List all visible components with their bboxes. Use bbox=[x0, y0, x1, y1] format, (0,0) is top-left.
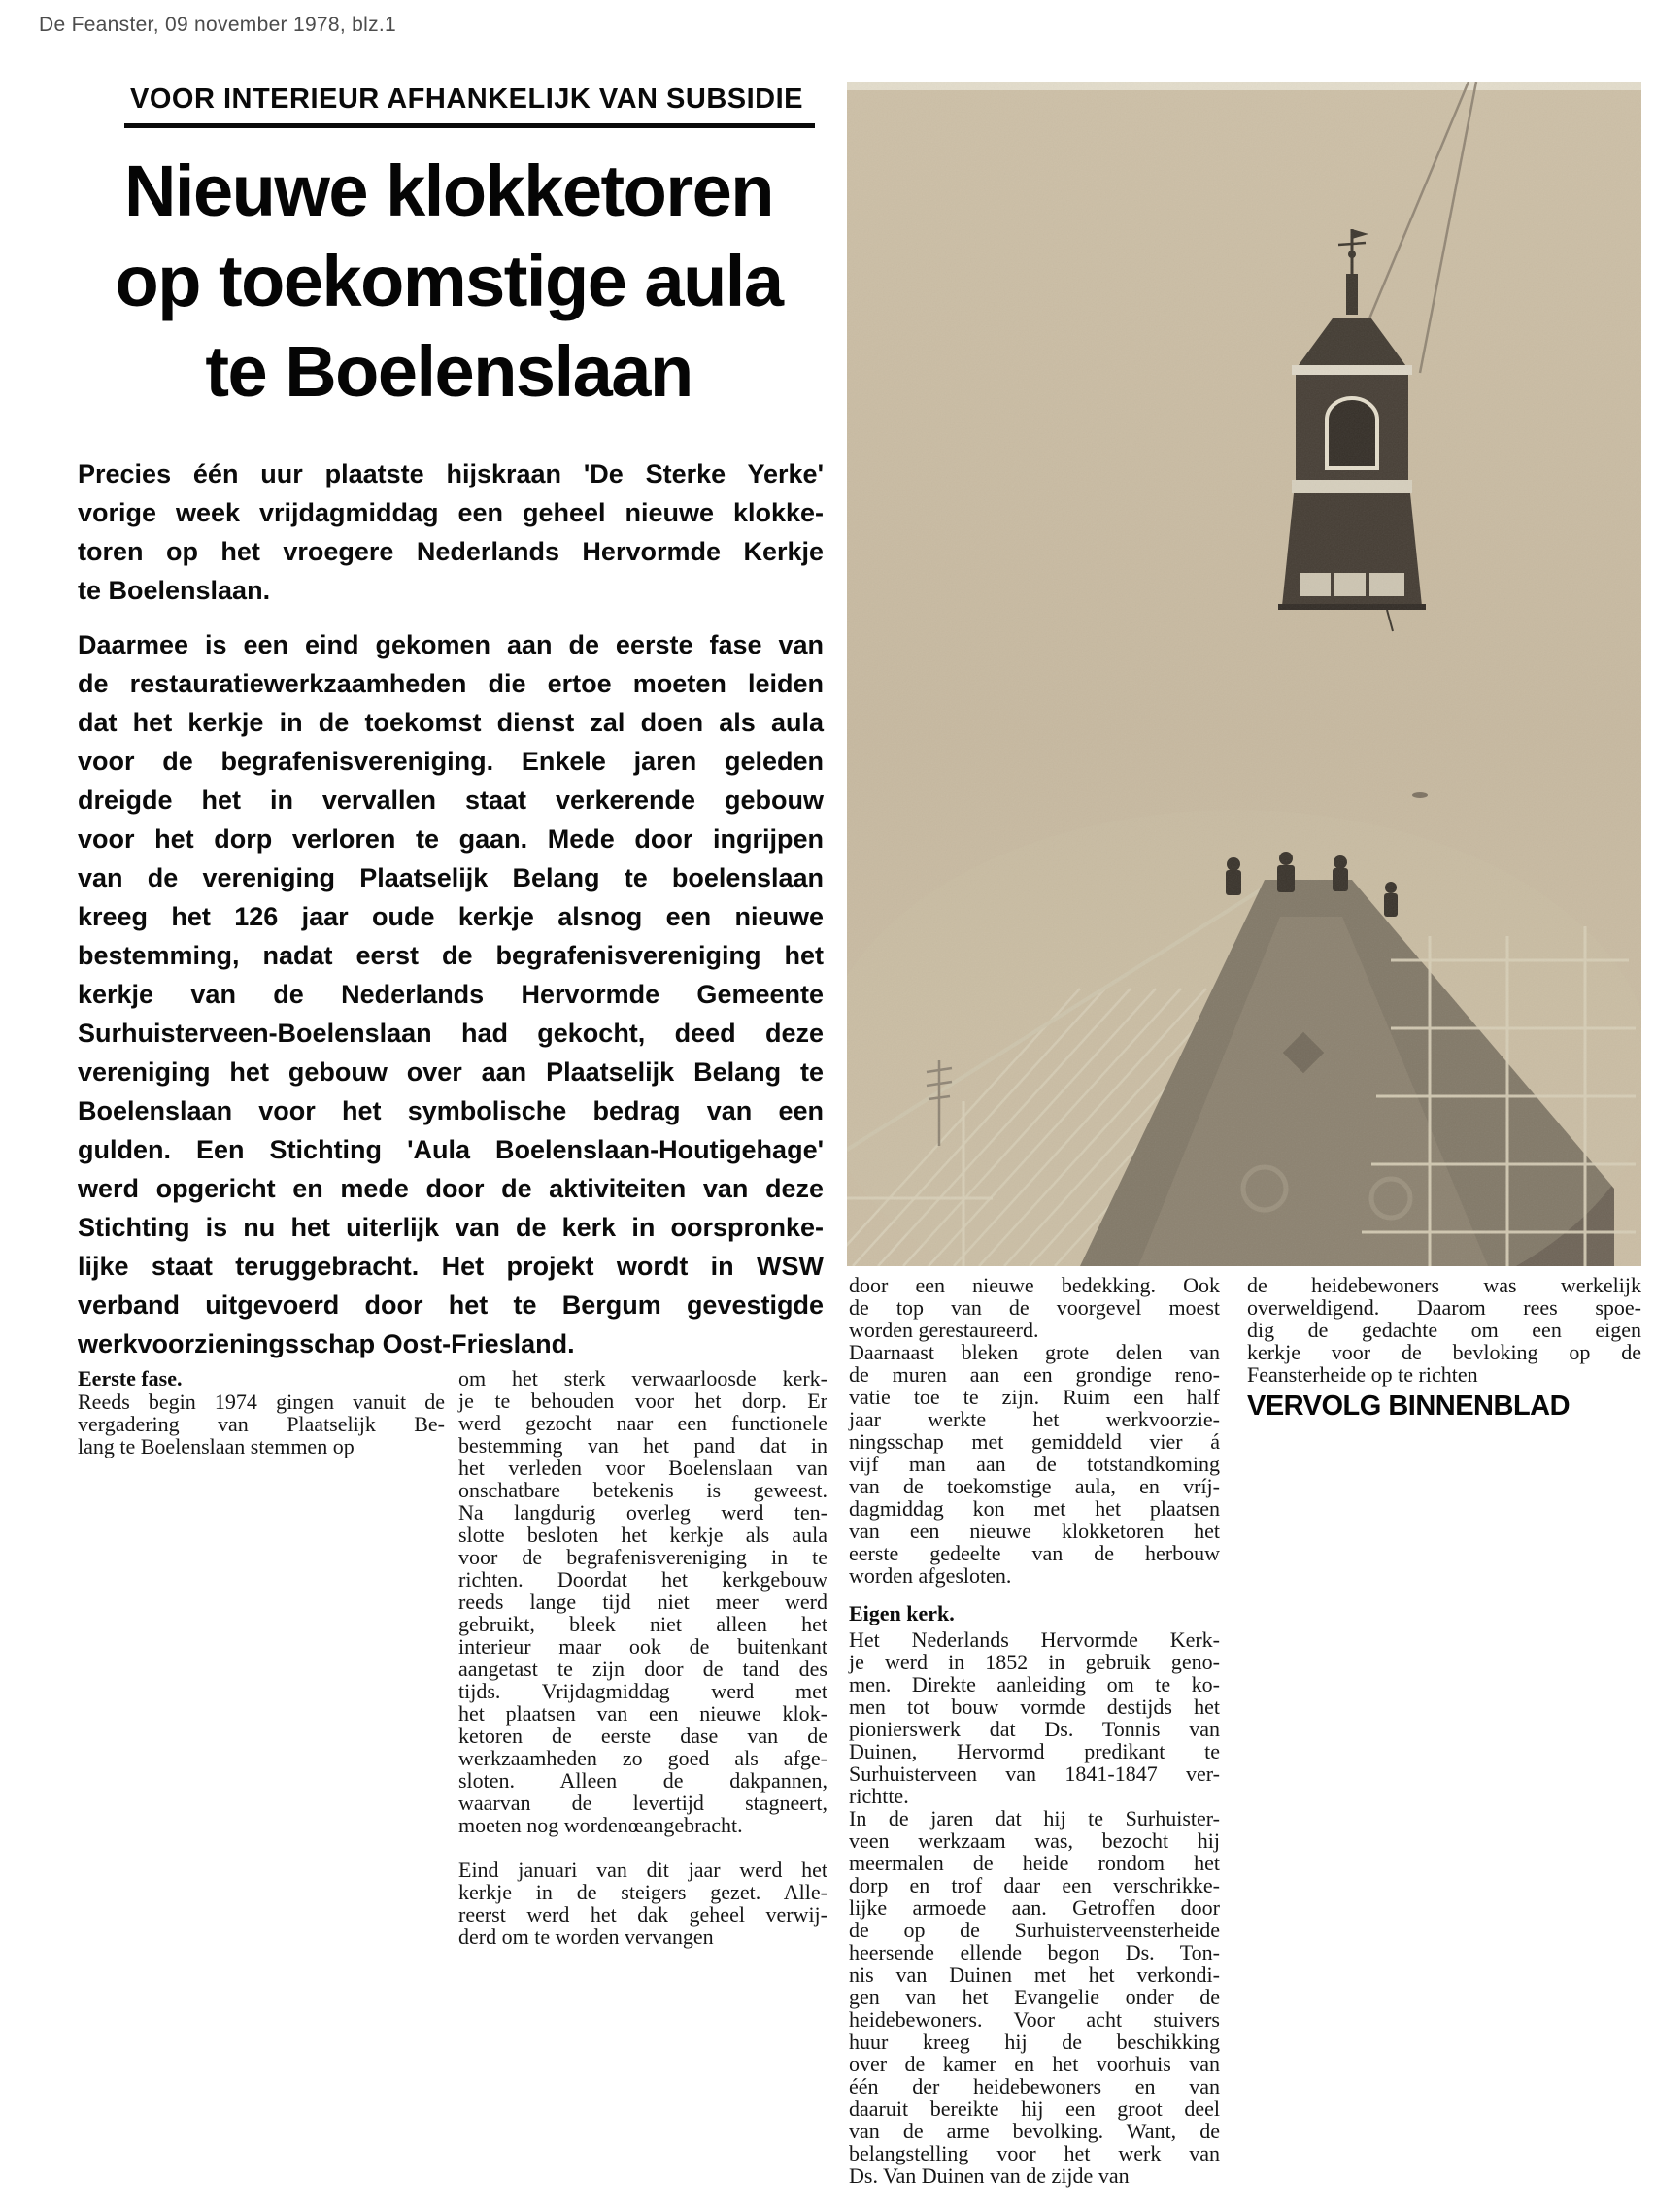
text-line: dorp en trof daar een verschrikke- bbox=[849, 1873, 1220, 1897]
text-line: dagmiddag kon met het plaatsen bbox=[849, 1496, 1220, 1521]
headline bbox=[74, 146, 824, 417]
text-line: het verleden voor Boelenslaan van bbox=[458, 1456, 828, 1480]
text-line: van de toekomstige aula, en vríj- bbox=[849, 1474, 1220, 1498]
text-line: huur kreeg hij de beschikking bbox=[849, 2029, 1220, 2054]
body-columns bbox=[78, 1367, 828, 1948]
text-line: heidebewoners. Voor acht stuivers bbox=[849, 2007, 1220, 2031]
text-line: vatie toe te zijn. Ruim een half bbox=[849, 1385, 1220, 1409]
text-line: vijf man aan de totstandkoming bbox=[849, 1452, 1220, 1476]
text-line: over de kamer en het voorhuis van bbox=[849, 2052, 1220, 2076]
text-line: Ds. Van Duinen van de zijde van bbox=[849, 2163, 1130, 2188]
photo-column-right bbox=[1247, 1273, 1641, 1422]
text-line: de top van de voorgevel moest bbox=[849, 1295, 1220, 1320]
text-line: Surhuisterveen-Boelenslaan had gekocht, deed deze bbox=[78, 1019, 824, 1048]
text-line: om het sterk verwaarloosde kerk- bbox=[458, 1366, 828, 1391]
text-line: Surhuisterveen van 1841-1847 ver- bbox=[849, 1761, 1220, 1786]
headline-line: Nieuwe klokketoren bbox=[123, 151, 773, 231]
text-line: jaar werkte het werkvoorzie- bbox=[849, 1407, 1220, 1431]
text-line: voor de begrafenisvereniging. Enkele jaren geleden bbox=[78, 747, 824, 776]
paragraph bbox=[849, 1628, 1220, 1807]
text-line: de restauratiewerkzaamheden die ertoe moeten leiden bbox=[78, 669, 824, 698]
column-first-phase bbox=[78, 1367, 445, 1948]
photo-column-left bbox=[849, 1274, 1220, 2187]
text-line: bestemming, nadat eerst de begrafenisvereniging het bbox=[78, 941, 824, 970]
text-line: dig de gedachte om een eigen bbox=[1247, 1318, 1641, 1342]
text-line: werkvoorzieningsschap Oost-Friesland. bbox=[78, 1329, 575, 1358]
text-line: belangstelling voor het werk van bbox=[849, 2141, 1220, 2165]
text-line: slotte besloten het kerkje als aula bbox=[458, 1523, 828, 1547]
text-line: waarvan de levertijd stagneert, bbox=[458, 1791, 828, 1815]
text-line: één der heidebewoners en van bbox=[849, 2074, 1220, 2098]
section-heading-first-phase: Eerste fase. bbox=[78, 1366, 183, 1391]
text-line: interieur maar ook de buitenkant bbox=[458, 1634, 828, 1659]
photo-column-right-text bbox=[1247, 1274, 1641, 1386]
text-line: worden afgesloten. bbox=[849, 1563, 1012, 1588]
text-line: de muren aan een grondige reno- bbox=[849, 1362, 1220, 1387]
column-middle bbox=[458, 1367, 828, 1948]
own-church-text bbox=[849, 1628, 1220, 2187]
text-line: vorige week vrijdagmiddag een geheel nieuwe klokke- bbox=[78, 498, 824, 527]
text-line: Duinen, Hervormd predikant te bbox=[849, 1739, 1220, 1763]
text-line: dat het kerkje in de toekomst dienst zal doen als aula bbox=[78, 708, 824, 737]
text-line: toren op het vroegere Nederlands Hervormde Kerkje bbox=[78, 537, 824, 566]
text-line: Het Nederlands Hervormde Kerk- bbox=[849, 1627, 1220, 1652]
continuation-notice: VERVOLG BINNENBLAD bbox=[1247, 1391, 1571, 1422]
text-line: vereniging het gebouw over aan Plaatselijk Belang te bbox=[78, 1057, 824, 1087]
text-line: ketoren de eerste dase van de bbox=[458, 1724, 828, 1748]
paragraph bbox=[78, 454, 824, 610]
text-line: overweldigend. Daarom rees spoe- bbox=[1247, 1295, 1641, 1320]
text-line: Precies één uur plaatste hijskraan 'De Sterke Yerke' bbox=[78, 459, 824, 488]
paragraph bbox=[458, 1367, 828, 1836]
text-line: bestemming van het pand dat in bbox=[458, 1433, 828, 1458]
text-line: nis van Duinen met het verkondi- bbox=[849, 1962, 1220, 1987]
headline-line: op toekomstige aula bbox=[115, 241, 783, 321]
photo-column-left-top bbox=[849, 1274, 1220, 1587]
text-line: moeten nog wordenœangebracht. bbox=[458, 1813, 743, 1837]
text-line: In de jaren dat hij te Surhuister- bbox=[849, 1806, 1220, 1830]
text-line: men tot bouw vormde destijds het bbox=[849, 1694, 1220, 1719]
paragraph bbox=[849, 1341, 1220, 1587]
paragraph bbox=[78, 625, 824, 1363]
text-line: Feansterheide op te richten bbox=[1247, 1362, 1478, 1387]
paragraph bbox=[458, 1859, 828, 1948]
text-line: de heidebewoners was werkelijk bbox=[1247, 1273, 1641, 1297]
text-line: kerkje voor de bevloking op de bbox=[1247, 1340, 1641, 1364]
text-line: werd gezocht naar een functionele bbox=[458, 1411, 828, 1435]
paragraph bbox=[849, 1274, 1220, 1341]
text-line: richtte. bbox=[849, 1784, 909, 1808]
text-line: reerst werd het dak geheel verwij- bbox=[458, 1902, 828, 1927]
text-line: tijds. Vrijdagmiddag werd met bbox=[458, 1679, 828, 1703]
photo-graphic bbox=[847, 82, 1641, 1266]
paragraph bbox=[1247, 1274, 1641, 1386]
text-line: pionierswerk dat Ds. Tonnis van bbox=[849, 1717, 1220, 1741]
kicker: VOOR INTERIEUR AFHANKELIJK VAN SUBSIDIE bbox=[124, 84, 815, 128]
text-line: onschatbare betekenis is geweest. bbox=[458, 1478, 828, 1502]
text-line: werkzaamheden zo goed als afge- bbox=[458, 1746, 828, 1770]
text-line: voor het dorp verloren te gaan. Mede door ingrijpen bbox=[78, 824, 824, 854]
text-line: Na langdurig overleg werd ten- bbox=[458, 1500, 828, 1525]
paragraph bbox=[78, 1391, 445, 1458]
text-line: veen werkzaam was, bezocht hij bbox=[849, 1828, 1220, 1853]
film-grain bbox=[847, 82, 1641, 1266]
section-heading-own-church: Eigen kerk. bbox=[849, 1601, 955, 1625]
text-line: gulden. Een Stichting 'Aula Boelenslaan-Houtigehage' bbox=[78, 1135, 824, 1164]
lead-paragraphs bbox=[78, 454, 824, 1363]
text-line: kerkje in de steigers gezet. Alle- bbox=[458, 1880, 828, 1904]
text-line: ningsschap met gemiddeld vier á bbox=[849, 1429, 1220, 1454]
text-line: gen van het Evangelie onder de bbox=[849, 1985, 1220, 2009]
text-line: Stichting is nu het uiterlijk van de kerk in oorspronke- bbox=[78, 1213, 824, 1242]
scan-header: De Feanster, 09 november 1978, blz.1 bbox=[39, 14, 397, 36]
text-line: van de arme bevolking. Want, de bbox=[849, 2119, 1220, 2143]
text-line: derd om te worden vervangen bbox=[458, 1925, 714, 1949]
text-line: sloten. Alleen de dakpannen, bbox=[458, 1768, 828, 1793]
text-line: lijke staat teruggebracht. Het projekt wordt in WSW bbox=[78, 1252, 824, 1281]
text-line: Boelenslaan voor het symbolische bedrag van een bbox=[78, 1096, 824, 1125]
text-line: lang te Boelenslaan stemmen op bbox=[78, 1434, 355, 1458]
text-line: van een nieuwe klokketoren het bbox=[849, 1519, 1220, 1543]
text-line: het plaatsen van een nieuwe klok- bbox=[458, 1701, 828, 1726]
text-line: worden gerestaureerd. bbox=[849, 1318, 1039, 1342]
text-line: kreeg het 126 jaar oude kerkje alsnog een nieuwe bbox=[78, 902, 824, 931]
text-line: Eind januari van dit jaar werd het bbox=[458, 1858, 828, 1882]
text-line: daaruit bereikte hij een groot deel bbox=[849, 2096, 1220, 2121]
paragraph bbox=[849, 1807, 1220, 2187]
text-line: Daarnaast bleken grote delen van bbox=[849, 1340, 1220, 1364]
text-line: van de vereniging Plaatselijk Belang te boelenslaan bbox=[78, 863, 824, 892]
text-line: gebruikt, bleek niet alleen het bbox=[458, 1612, 828, 1636]
text-line: je te behouden voor het dorp. Er bbox=[458, 1389, 828, 1413]
text-line: aangetast te zijn door de tand des bbox=[458, 1657, 828, 1681]
text-line: werd opgericht en mede door de aktiviteiten van deze bbox=[78, 1174, 824, 1203]
text-line: heersende ellende begon Ds. Ton- bbox=[849, 1940, 1220, 1964]
headline-line: te Boelenslaan bbox=[205, 331, 692, 412]
text-line: je werd in 1852 in gebruik geno- bbox=[849, 1650, 1220, 1674]
text-line: door een nieuwe bedekking. Ook bbox=[849, 1273, 1220, 1297]
text-line: meermalen de heide rondom het bbox=[849, 1851, 1220, 1875]
text-line: te Boelenslaan. bbox=[78, 576, 271, 605]
text-line: vergadering van Plaatselijk Be- bbox=[78, 1412, 445, 1436]
text-line: richten. Doordat het kerkgebouw bbox=[458, 1567, 828, 1592]
text-line: voor de begrafenisvereniging in te bbox=[458, 1545, 828, 1569]
text-line: Reeds begin 1974 gingen vanuit de bbox=[78, 1390, 445, 1414]
text-line: men. Direkte aanleiding om te ko- bbox=[849, 1672, 1220, 1696]
text-line: dreigde het in vervallen staat verkerende gebouw bbox=[78, 786, 824, 815]
first-phase-text bbox=[78, 1391, 445, 1458]
photo bbox=[847, 82, 1641, 1266]
text-line: eerste gedeelte van de herbouw bbox=[849, 1541, 1220, 1565]
text-line: Daarmee is een eind gekomen aan de eerste fase van bbox=[78, 630, 824, 659]
text-line: de op de Surhuisterveensterheide bbox=[849, 1918, 1220, 1942]
text-line: kerkje van de Nederlands Hervormde Gemeente bbox=[78, 980, 824, 1009]
text-line: reeds lange tijd niet meer werd bbox=[458, 1590, 828, 1614]
text-line: lijke armoede aan. Getroffen door bbox=[849, 1895, 1220, 1920]
text-line: verband uitgevoerd door het te Bergum gevestigde bbox=[78, 1290, 824, 1320]
